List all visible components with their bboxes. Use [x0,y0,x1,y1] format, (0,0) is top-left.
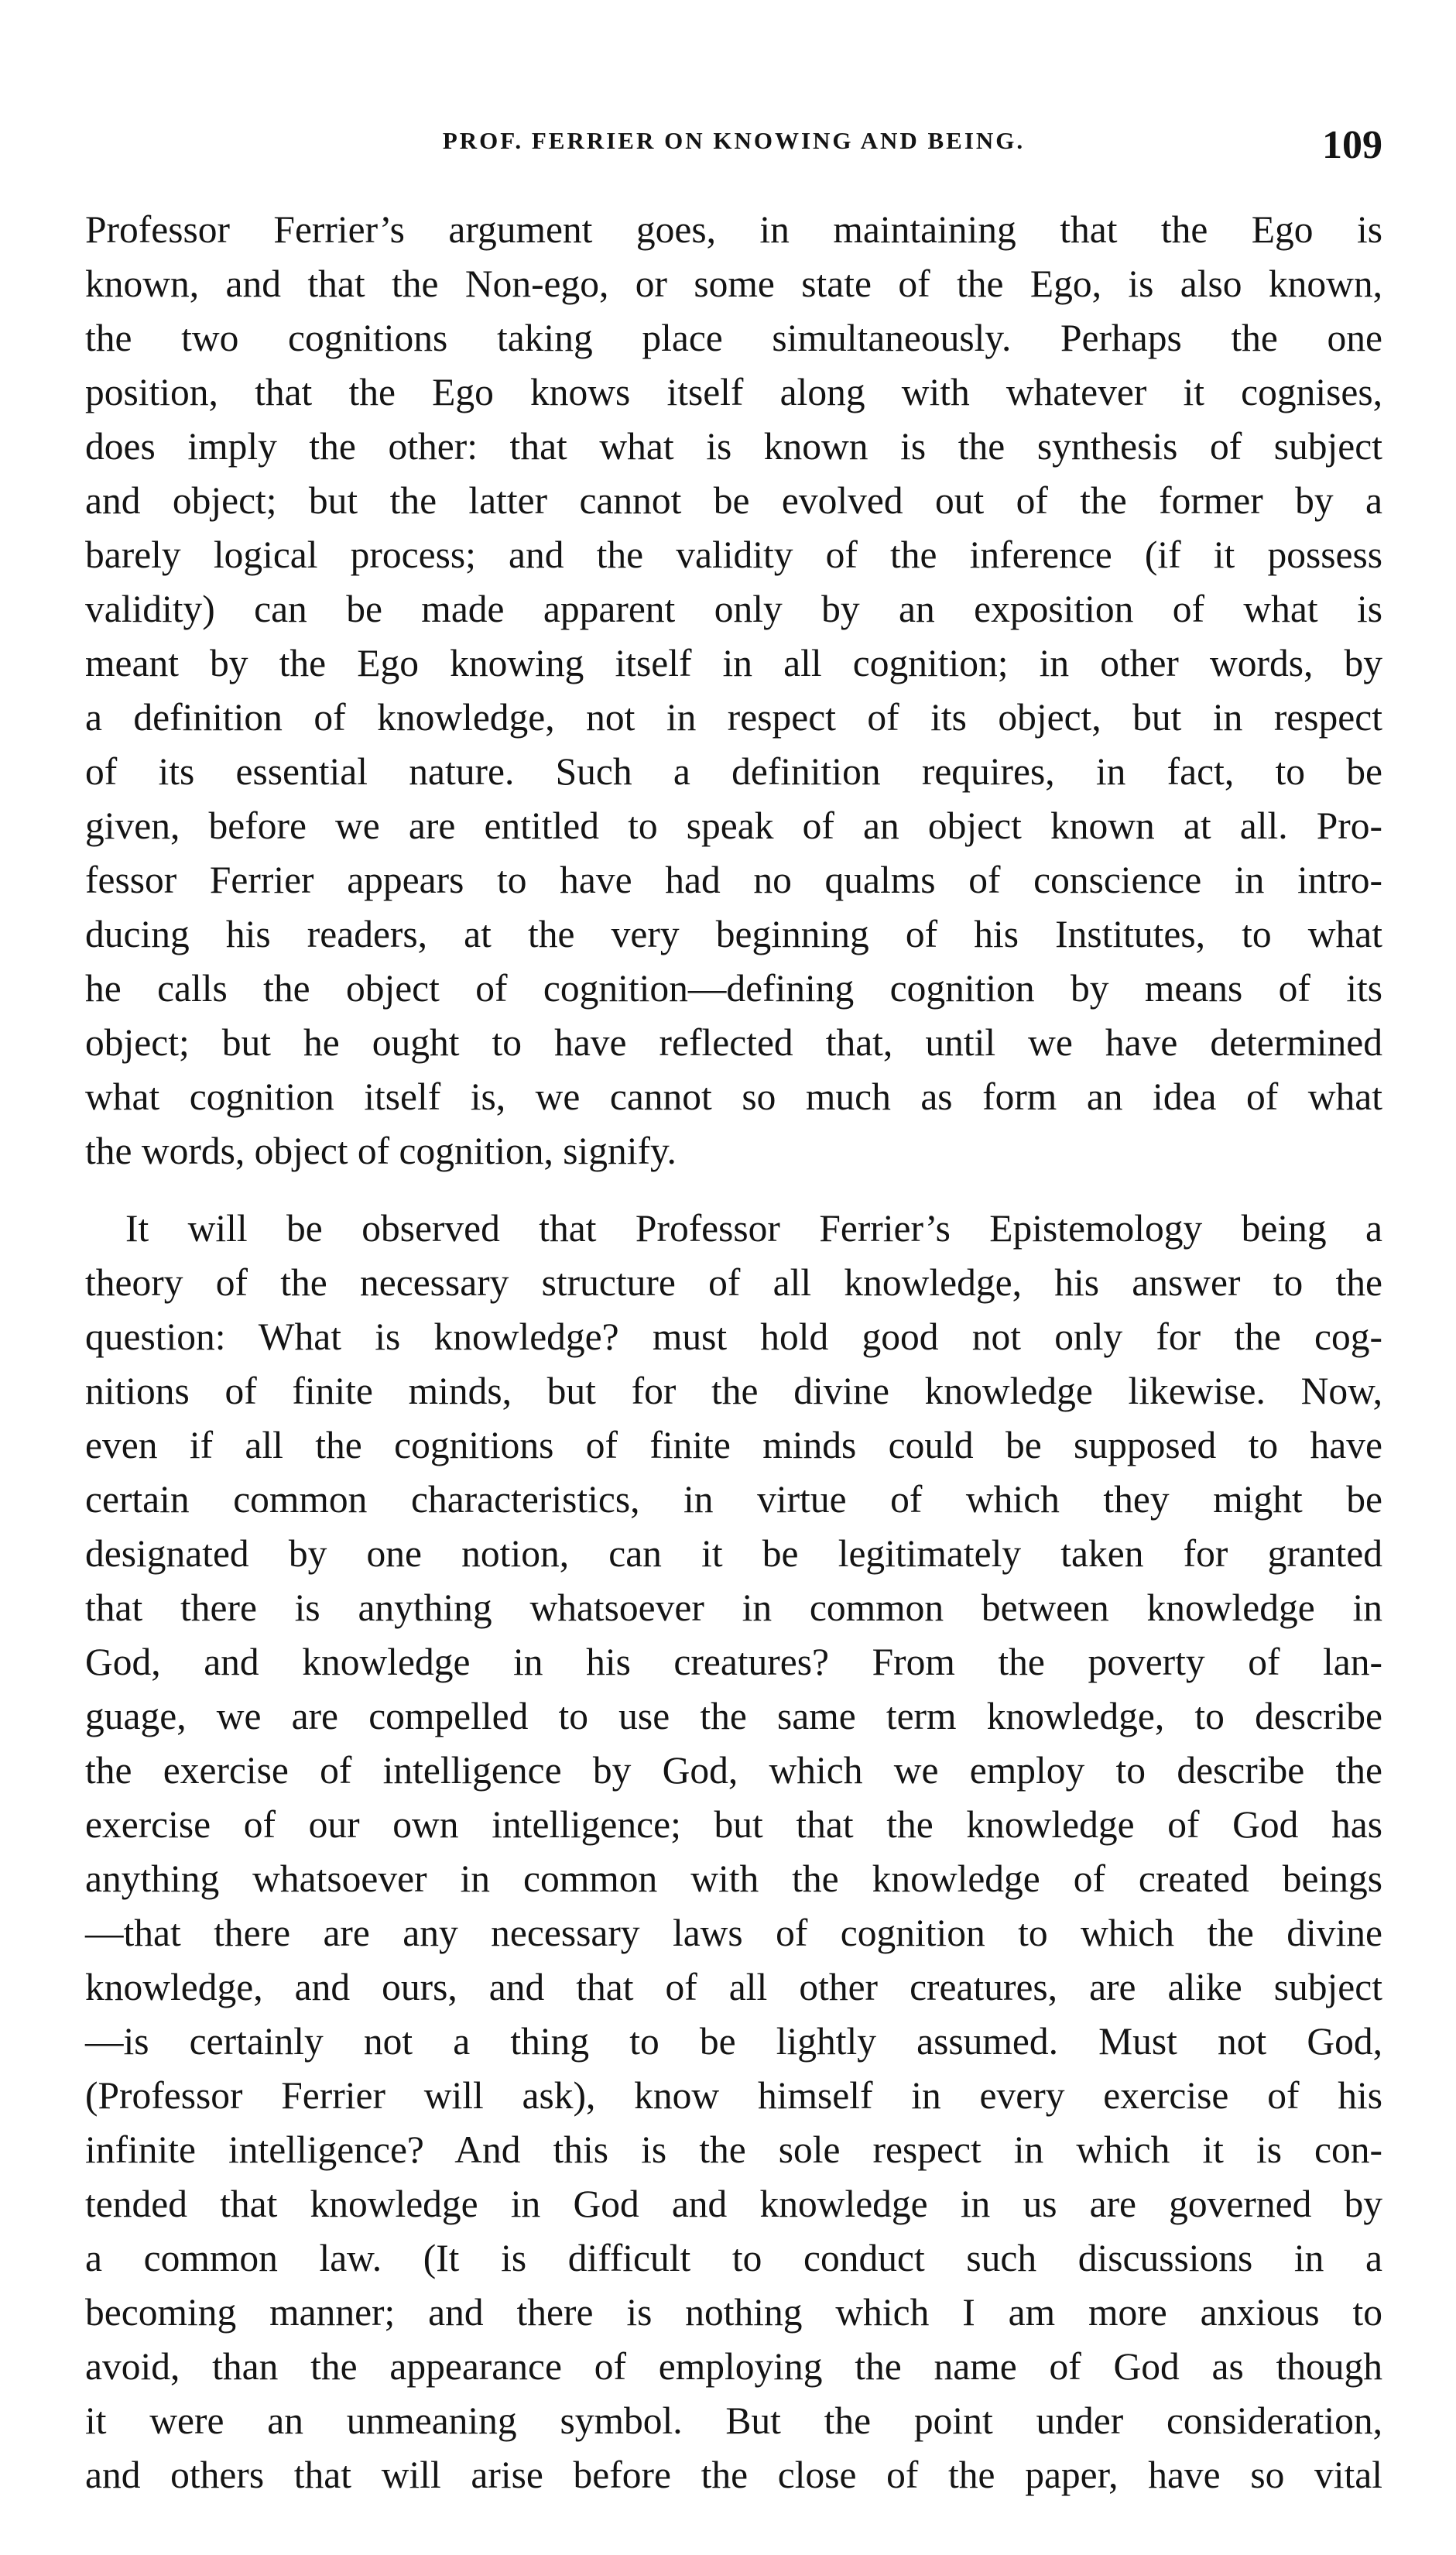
paragraph-2 [85,1202,1382,2502]
text-line: Professor Ferrier’s argument goes, in maintaining that the Ego is [85,208,1382,251]
text-line: that there is anything whatsoever in common between knowledge in [85,1586,1382,1629]
text-line: guage, we are compelled to use the same term knowledge, to describe [85,1695,1382,1737]
paragraph-1 [85,203,1382,1178]
text-line: —that there are any necessary laws of cognition to which the divine [85,1912,1382,1954]
text-line: it were an unmeaning symbol. But the point under consideration, [85,2399,1382,2442]
text-line: (Professor Ferrier will ask), know himself in every exercise of his [85,2074,1382,2117]
text-line: validity) can be made apparent only by an exposition of what is [85,588,1382,630]
text-line: and others that will arise before the close of the paper, have so vital [85,2454,1382,2496]
page-number: 109 [1322,123,1382,167]
text-line: fessor Ferrier appears to have had no qualms of conscience in intro- [85,859,1382,901]
text-line: known, and that the Non-ego, or some state of the Ego, is also known, [85,262,1382,305]
text-line: nitions of finite minds, but for the divine knowledge likewise. Now, [85,1370,1382,1412]
text-line: and object; but the latter cannot be evolved out of the former by a [85,479,1382,522]
running-head [85,122,1382,177]
text-line: given, before we are entitled to speak of an object known at all. Pro- [85,804,1382,847]
text-line: certain common characteristics, in virtue of which they might be [85,1478,1382,1521]
text-line: —is certainly not a thing to be lightly assumed. Must not God, [85,2020,1382,2063]
text-line: question: What is knowledge? must hold good not only for the cog- [85,1315,1382,1358]
text-line: the words, object of cognition, signify. [85,1130,677,1172]
text-line: becoming manner; and there is nothing which I am more anxious to [85,2291,1382,2334]
text-line: tended that knowledge in God and knowledge in us are governed by [85,2183,1382,2225]
text-line: avoid, than the appearance of employing the name of God as though [85,2345,1382,2388]
text-line: the exercise of intelligence by God, which we employ to describe the [85,1749,1382,1792]
text-line: does imply the other: that what is known is the synthesis of subject [85,425,1382,468]
text-line: God, and knowledge in his creatures? From the poverty of lan- [85,1641,1382,1683]
text-line: It will be observed that Professor Ferrier’s Epistemology being a [125,1207,1382,1250]
text-line: exercise of our own intelligence; but that the knowledge of God has [85,1803,1382,1846]
text-line: theory of the necessary structure of all knowledge, his answer to the [85,1261,1382,1304]
text-line: a common law. (It is difficult to conduct such discussions in a [85,2237,1382,2279]
text-line: of its essential nature. Such a definition requires, in fact, to be [85,750,1382,793]
text-line: meant by the Ego knowing itself in all cognition; in other words, by [85,642,1382,684]
text-line: he calls the object of cognition—defining cognition by means of its [85,967,1382,1010]
text-line: anything whatsoever in common with the knowledge of created beings [85,1857,1382,1900]
text-line: a definition of knowledge, not in respect of its object, but in respect [85,696,1382,739]
text-line: object; but he ought to have reflected that, until we have determined [85,1021,1382,1064]
text-line: barely logical process; and the validity of the inference (if it possess [85,533,1382,576]
text-line: knowledge, and ours, and that of all other creatures, are alike subject [85,1966,1382,2008]
text-line: the two cognitions taking place simultaneously. Perhaps the one [85,317,1382,359]
running-title: PROF. FERRIER ON KNOWING AND BEING. [442,127,1026,154]
text-line: infinite intelligence? And this is the sole respect in which it is con- [85,2128,1382,2171]
text-line: even if all the cognitions of finite minds could be supposed to have [85,1424,1382,1466]
text-line: what cognition itself is, we cannot so much as form an idea of what [85,1075,1382,1118]
text-line: ducing his readers, at the very beginning of his Institutes, to what [85,913,1382,955]
text-line: designated by one notion, can it be legitimately taken for granted [85,1532,1382,1575]
text-line: position, that the Ego knows itself along with whatever it cognises, [85,371,1382,413]
